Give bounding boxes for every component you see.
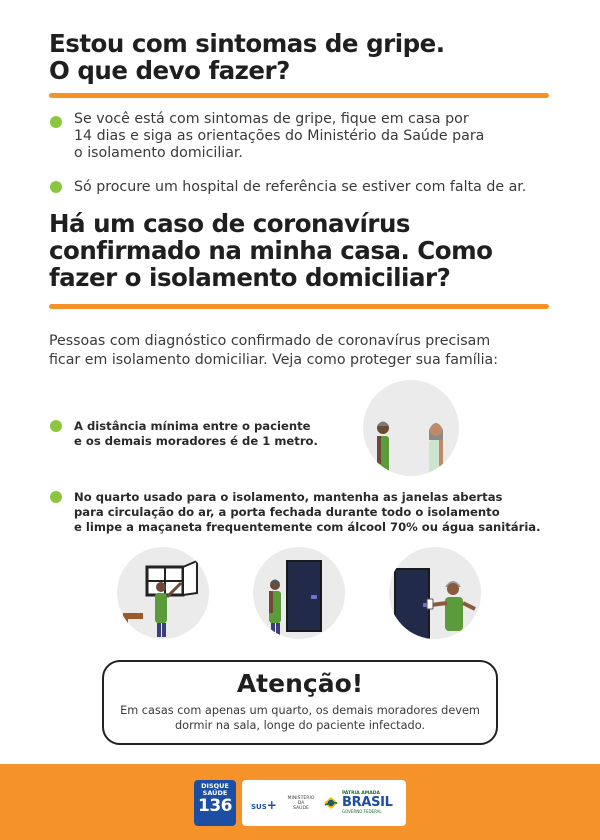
closed-door-illustration: [253, 547, 345, 639]
bullet-line: Só procure um hospital de referência se estiver com falta de ar.: [74, 179, 527, 195]
bullet-line: No quarto usado para o isolamento, mantenha as janelas abertas: [74, 490, 503, 504]
title-line: confirmado na minha casa. Como: [49, 236, 493, 265]
brasil-word: BRASIL: [342, 795, 393, 810]
bullet-line: e limpe a maçaneta frequentemente com álcool 70% ou água sanitária.: [74, 520, 541, 534]
intro-line: Pessoas com diagnóstico confirmado de coronavírus precisam: [49, 333, 491, 349]
disque-label: DISQUE: [201, 782, 229, 790]
ministerio-line: SAÚDE: [293, 806, 309, 811]
ministerio-line: MINISTÉRIO DA: [287, 796, 315, 806]
orange-divider: [49, 93, 549, 98]
title-line: Estou com sintomas de gripe.: [49, 29, 445, 58]
disque-saude-logo: [194, 780, 236, 826]
brasil-sub: GOVERNO FEDERAL: [342, 809, 382, 814]
green-bullet-icon: [50, 491, 62, 503]
ministerio-saude-logo: [286, 796, 316, 811]
attention-line: Em casas com apenas um quarto, os demais moradores devem: [120, 704, 480, 717]
bullet-line: o isolamento domiciliar.: [74, 145, 243, 161]
title-line: fazer o isolamento domiciliar?: [49, 263, 451, 292]
bullet-line: 14 dias e siga as orientações do Ministério da Saúde para: [74, 128, 485, 144]
bullet-line: para circulação do ar, a porta fechada durante todo o isolamento: [74, 505, 500, 519]
section-title-home-isolation: [49, 210, 569, 291]
bullet-line: A distância mínima entre o paciente: [74, 419, 311, 433]
attention-box: [102, 660, 498, 745]
clean-handle-illustration: [389, 547, 481, 639]
intro-paragraph: [49, 332, 498, 370]
footer-bar: [0, 764, 600, 840]
brazil-flag-icon: [322, 794, 340, 812]
government-logos: [242, 780, 406, 826]
bullet-text-hospital: [74, 179, 526, 196]
attention-title: Atenção!: [236, 669, 364, 698]
title-line: O que devo fazer?: [49, 56, 290, 85]
bullet-text-stay-home: [74, 111, 484, 162]
sus-logo: SUS+: [251, 798, 277, 812]
disque-number: 136: [198, 796, 232, 816]
attention-body: [104, 703, 496, 733]
intro-line: ficar em isolamento domiciliar. Veja como proteger sua família:: [49, 352, 499, 368]
green-bullet-icon: [50, 116, 62, 128]
bullet-text-distance: [74, 419, 318, 449]
sus-label: SUS: [251, 803, 267, 811]
green-bullet-icon: [50, 181, 62, 193]
distance-illustration: [363, 380, 459, 476]
saude-label: SAÚDE: [202, 789, 228, 797]
attention-line: dormir na sala, longe do paciente infectado.: [174, 719, 425, 732]
bullet-line: e os demais moradores é de 1 metro.: [74, 434, 318, 448]
patria-amada-brasil-logo: [342, 791, 404, 814]
orange-divider: [49, 304, 549, 309]
brasil-top: PÁTRIA AMADA: [342, 791, 380, 796]
bullet-text-room-care: [74, 490, 541, 535]
open-window-illustration: [117, 547, 209, 639]
bullet-line: Se você está com sintomas de gripe, fique em casa por: [74, 111, 469, 127]
green-bullet-icon: [50, 420, 62, 432]
title-line: Há um caso de coronavírus: [49, 209, 410, 238]
section-title-flu-symptoms: [49, 30, 569, 84]
